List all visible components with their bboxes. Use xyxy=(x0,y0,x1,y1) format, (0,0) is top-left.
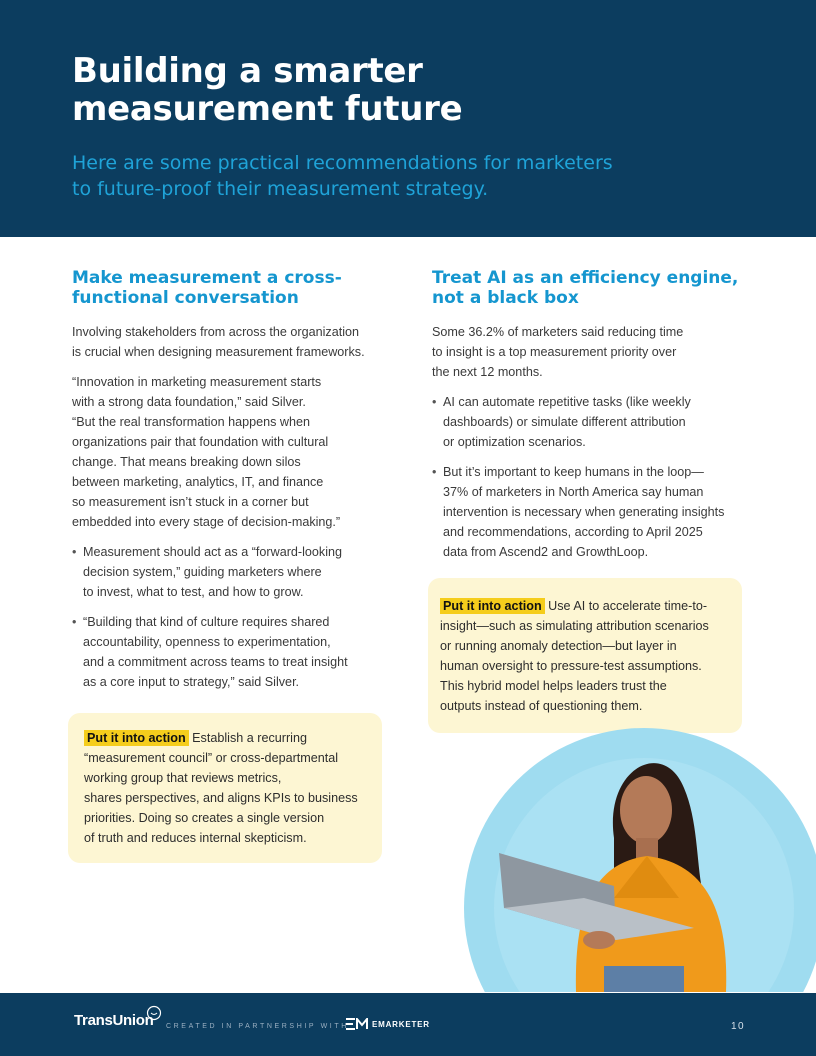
text-line: of truth and reduces internal skepticism. xyxy=(84,831,307,845)
left-column xyxy=(72,268,384,702)
text-line: insight—such as simulating attribution scenarios xyxy=(440,619,709,633)
text-line: “Building that kind of culture requires shared xyxy=(83,615,330,629)
action-tag: Put it into action xyxy=(440,598,545,614)
text-line: AI can automate repetitive tasks (like weekly xyxy=(443,395,691,409)
title-line-2: measurement future xyxy=(72,89,463,129)
left-quote-paragraph xyxy=(72,372,384,532)
text-line: human oversight to pressure-test assumptions. xyxy=(440,659,702,673)
text-line: shares perspectives, and aligns KPIs to business xyxy=(84,791,358,805)
bullet-icon: • xyxy=(72,545,77,559)
title-line-1: Building a smarter xyxy=(72,51,423,91)
text-line: embedded into every stage of decision-making.” xyxy=(72,515,341,529)
page-number: 10 xyxy=(731,1021,746,1032)
bullet-icon: • xyxy=(432,395,437,409)
page-header xyxy=(0,0,816,237)
list-item xyxy=(432,462,752,562)
text-line: or running anomaly detection—but layer in xyxy=(440,639,677,653)
page-footer xyxy=(0,993,816,1056)
right-heading xyxy=(432,268,752,308)
text-line: outputs instead of questioning them. xyxy=(440,699,643,713)
subtitle-line-2: to future-proof their measurement strategy. xyxy=(72,178,489,200)
text-line: data from Ascend2 and GrowthLoop. xyxy=(443,545,649,559)
right-heading-line-1: Treat AI as an efficiency engine, xyxy=(432,268,739,288)
bullet-icon: • xyxy=(432,465,437,479)
text-line: dashboards) or simulate different attribution xyxy=(443,415,686,429)
transunion-logo: TransUnion xyxy=(74,1012,154,1029)
text-line: to insight is a top measurement priority over xyxy=(432,345,677,359)
photo-illustration xyxy=(464,728,816,992)
right-action-callout xyxy=(428,578,742,733)
text-line: Some 36.2% of marketers said reducing time xyxy=(432,325,684,339)
jeans-shape xyxy=(604,966,684,992)
left-heading-line-2: functional conversation xyxy=(72,288,299,308)
text-line: 37% of marketers in North America say human xyxy=(443,485,704,499)
left-intro-paragraph xyxy=(72,322,384,362)
text-line: “measurement council” or cross-departmental xyxy=(84,751,339,765)
text-line: change. That means breaking down silos xyxy=(72,455,301,469)
bullet-icon: • xyxy=(72,615,77,629)
text-line: Establish a recurring xyxy=(192,731,307,745)
left-action-callout xyxy=(68,713,382,863)
text-line: between marketing, analytics, IT, and finance xyxy=(72,475,324,489)
photo-woman-with-laptop xyxy=(464,728,816,992)
text-line: “But the real transformation happens when xyxy=(72,415,311,429)
text-line: and recommendations, according to April 2025 xyxy=(443,525,703,539)
right-column xyxy=(432,268,752,572)
text-line: Use AI to accelerate time-to- xyxy=(548,599,708,613)
text-line: as a core input to strategy,” said Silver. xyxy=(83,675,300,689)
text-line: But it’s important to keep humans in the loop— xyxy=(443,465,704,479)
text-line: accountability, openness to experimentation, xyxy=(83,635,331,649)
text-line: so measurement isn’t stuck in a corner but xyxy=(72,495,309,509)
text-line: working group that reviews metrics, xyxy=(84,771,282,785)
list-item xyxy=(72,612,384,692)
list-item xyxy=(432,392,752,452)
page-title xyxy=(72,52,462,128)
action-tag: Put it into action xyxy=(84,730,189,746)
text-line: or optimization scenarios. xyxy=(443,435,586,449)
hand-shape xyxy=(583,931,615,949)
transunion-mark-icon xyxy=(146,1005,162,1021)
right-heading-line-2: not a black box xyxy=(432,288,579,308)
left-heading xyxy=(72,268,384,308)
text-line: “Innovation in marketing measurement starts xyxy=(72,375,322,389)
left-bullet-list xyxy=(72,542,384,692)
page-subtitle xyxy=(72,150,692,202)
right-intro-paragraph xyxy=(432,322,752,382)
subtitle-line-1: Here are some practical recommendations for marketers xyxy=(72,152,613,174)
text-line: and a commitment across teams to treat insight xyxy=(83,655,348,669)
text-line: priorities. Doing so creates a single version xyxy=(84,811,325,825)
emarketer-logo-icon xyxy=(345,1018,369,1030)
right-bullet-list xyxy=(432,392,752,562)
text-line: intervention is necessary when generating insights xyxy=(443,505,725,519)
text-line: Measurement should act as a “forward-looking xyxy=(83,545,342,559)
text-line: This hybrid model helps leaders trust the xyxy=(440,679,667,693)
list-item xyxy=(72,542,384,602)
face-shape xyxy=(620,776,672,844)
left-heading-line-1: Make measurement a cross- xyxy=(72,268,342,288)
text-line: Involving stakeholders from across the organization xyxy=(72,325,360,339)
text-line: the next 12 months. xyxy=(432,365,543,379)
text-line: is crucial when designing measurement frameworks. xyxy=(72,345,365,359)
text-line: organizations pair that foundation with cultural xyxy=(72,435,329,449)
text-line: decision system,” guiding marketers where xyxy=(83,565,322,579)
text-line: to invest, what to test, and how to grow. xyxy=(83,585,304,599)
partnership-text: CREATED IN PARTNERSHIP WITH xyxy=(166,1023,349,1030)
emarketer-wordmark: EMARKETER xyxy=(372,1020,430,1029)
text-line: with a strong data foundation,” said Silver. xyxy=(72,395,306,409)
